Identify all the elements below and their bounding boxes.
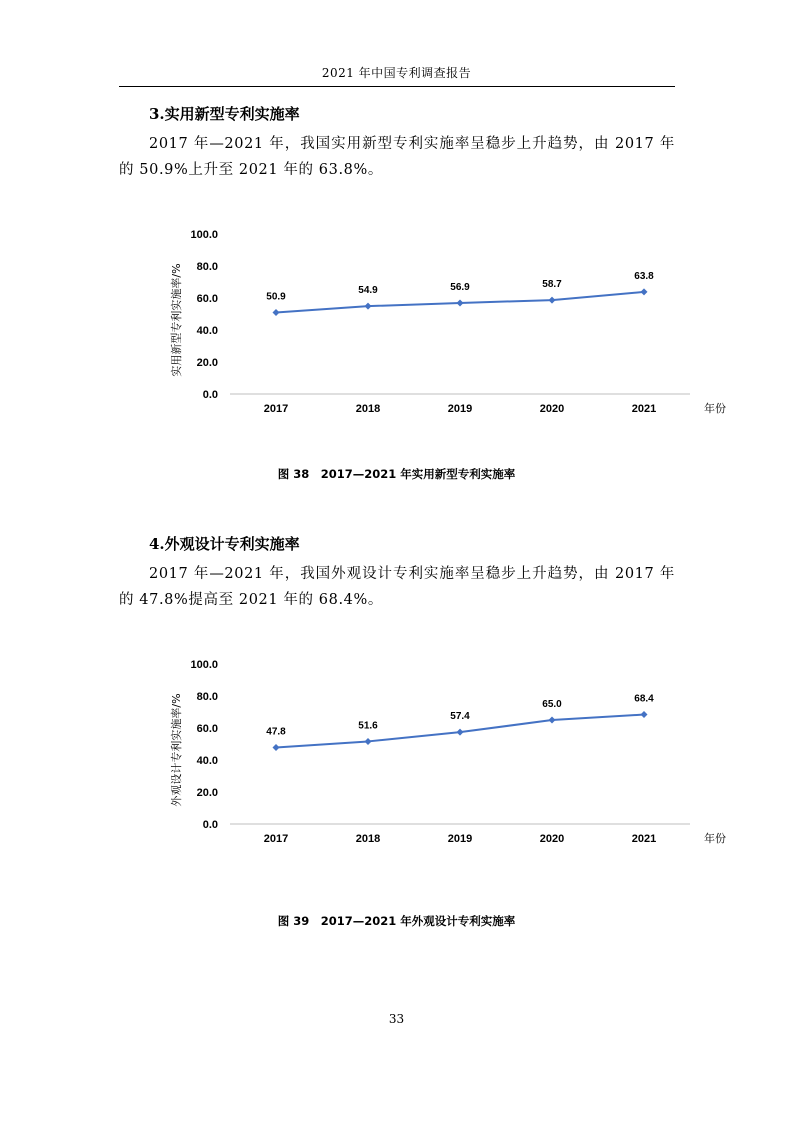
chart-1-x-tick-label: 2021 <box>631 833 657 845</box>
running-header: 2021 年中国专利调查报告 <box>321 66 472 80</box>
chart-1-data-label: 65.0 <box>542 699 562 710</box>
chart-0-point-marker <box>457 299 464 306</box>
chart-1-data-label: 51.6 <box>358 720 378 732</box>
chart-0-y-tick-label: 40.0 <box>196 325 218 337</box>
paragraph-utility-model: 2017 年—2021 年，我国实用新型专利实施率呈稳步上升趋势，由 2017 年的 50.9%上升至 2021 年的 63.8%。 <box>119 136 675 178</box>
chart-1-y-tick-label: 20.0 <box>196 787 218 799</box>
chart-0-y-tick-label: 100.0 <box>190 229 218 241</box>
chart-0-x-tick-label: 2018 <box>355 403 381 415</box>
chart-0-y-tick-label: 0.0 <box>202 389 218 401</box>
chart-0-point-marker <box>273 309 280 316</box>
chart-0-point-marker <box>365 303 372 310</box>
chart-0-x-tick-label: 2019 <box>447 403 473 415</box>
chart-1-x-tick-label: 2019 <box>447 833 473 845</box>
chart-1-point-marker <box>549 717 556 724</box>
chart-0-data-label: 54.9 <box>358 285 378 297</box>
chart-0-y-tick-label: 80.0 <box>196 261 218 273</box>
chart-1-point-marker <box>365 738 372 745</box>
chart-0-x-axis-unit: 年份 <box>704 402 726 415</box>
chart-0-point-marker <box>549 297 556 304</box>
chart-1-y-tick-label: 100.0 <box>190 659 218 671</box>
chart-1-x-tick-label: 2018 <box>355 833 381 845</box>
chart-0-x-tick-label: 2020 <box>539 403 565 415</box>
chart-0-y-tick-label: 60.0 <box>196 293 218 305</box>
header-rule <box>119 86 675 87</box>
chart-0-point-marker <box>641 288 648 295</box>
chart-1-y-tick-label: 40.0 <box>196 755 218 767</box>
chart-1-point-marker <box>457 729 464 736</box>
chart-1-point-marker <box>641 711 648 718</box>
chart-0-data-label: 50.9 <box>266 291 286 303</box>
figure-caption-38: 图 38 2017—2021 年实用新型专利实施率 <box>277 467 516 481</box>
chart-1-x-tick-label: 2017 <box>263 833 289 845</box>
chart-1-data-label: 68.4 <box>634 693 654 705</box>
chart-1-x-tick-label: 2020 <box>539 833 565 845</box>
chart-1-data-label: 47.8 <box>266 726 286 738</box>
chart-0-y-tick-label: 20.0 <box>196 357 218 369</box>
chart-1-y-tick-label: 60.0 <box>196 723 218 735</box>
chart-0-data-label: 56.9 <box>450 281 470 293</box>
paragraph-design: 2017 年—2021 年，我国外观设计专利实施率呈稳步上升趋势，由 2017 年的 47.8%提高至 2021 年的 68.4%。 <box>119 566 675 608</box>
chart-0-x-tick-label: 2017 <box>263 403 289 415</box>
chart-1-data-label: 57.4 <box>450 711 470 723</box>
chart-1-x-axis-unit: 年份 <box>704 832 726 845</box>
chart-1-y-tick-label: 0.0 <box>202 819 218 831</box>
chart-0-y-axis-title: 实用新型专利实施率/% <box>170 263 183 377</box>
line-chart-design <box>160 648 726 878</box>
chart-1-y-axis-title: 外观设计专利实施率/% <box>170 693 183 807</box>
chart-0-data-label: 58.7 <box>542 279 562 291</box>
page-number: 33 <box>388 1012 405 1026</box>
chart-1-point-marker <box>273 744 280 751</box>
chart-0-data-label: 63.8 <box>634 270 654 282</box>
section-title-utility-model: 3.实用新型专利实施率 <box>149 105 300 123</box>
chart-design <box>160 648 726 878</box>
section-title-design: 4.外观设计专利实施率 <box>149 535 300 553</box>
chart-0-x-tick-label: 2021 <box>631 403 657 415</box>
chart-1-y-tick-label: 80.0 <box>196 691 218 703</box>
line-chart-utility-model <box>160 218 726 448</box>
chart-utility-model <box>160 218 726 448</box>
figure-caption-39: 图 39 2017—2021 年外观设计专利实施率 <box>277 914 516 928</box>
